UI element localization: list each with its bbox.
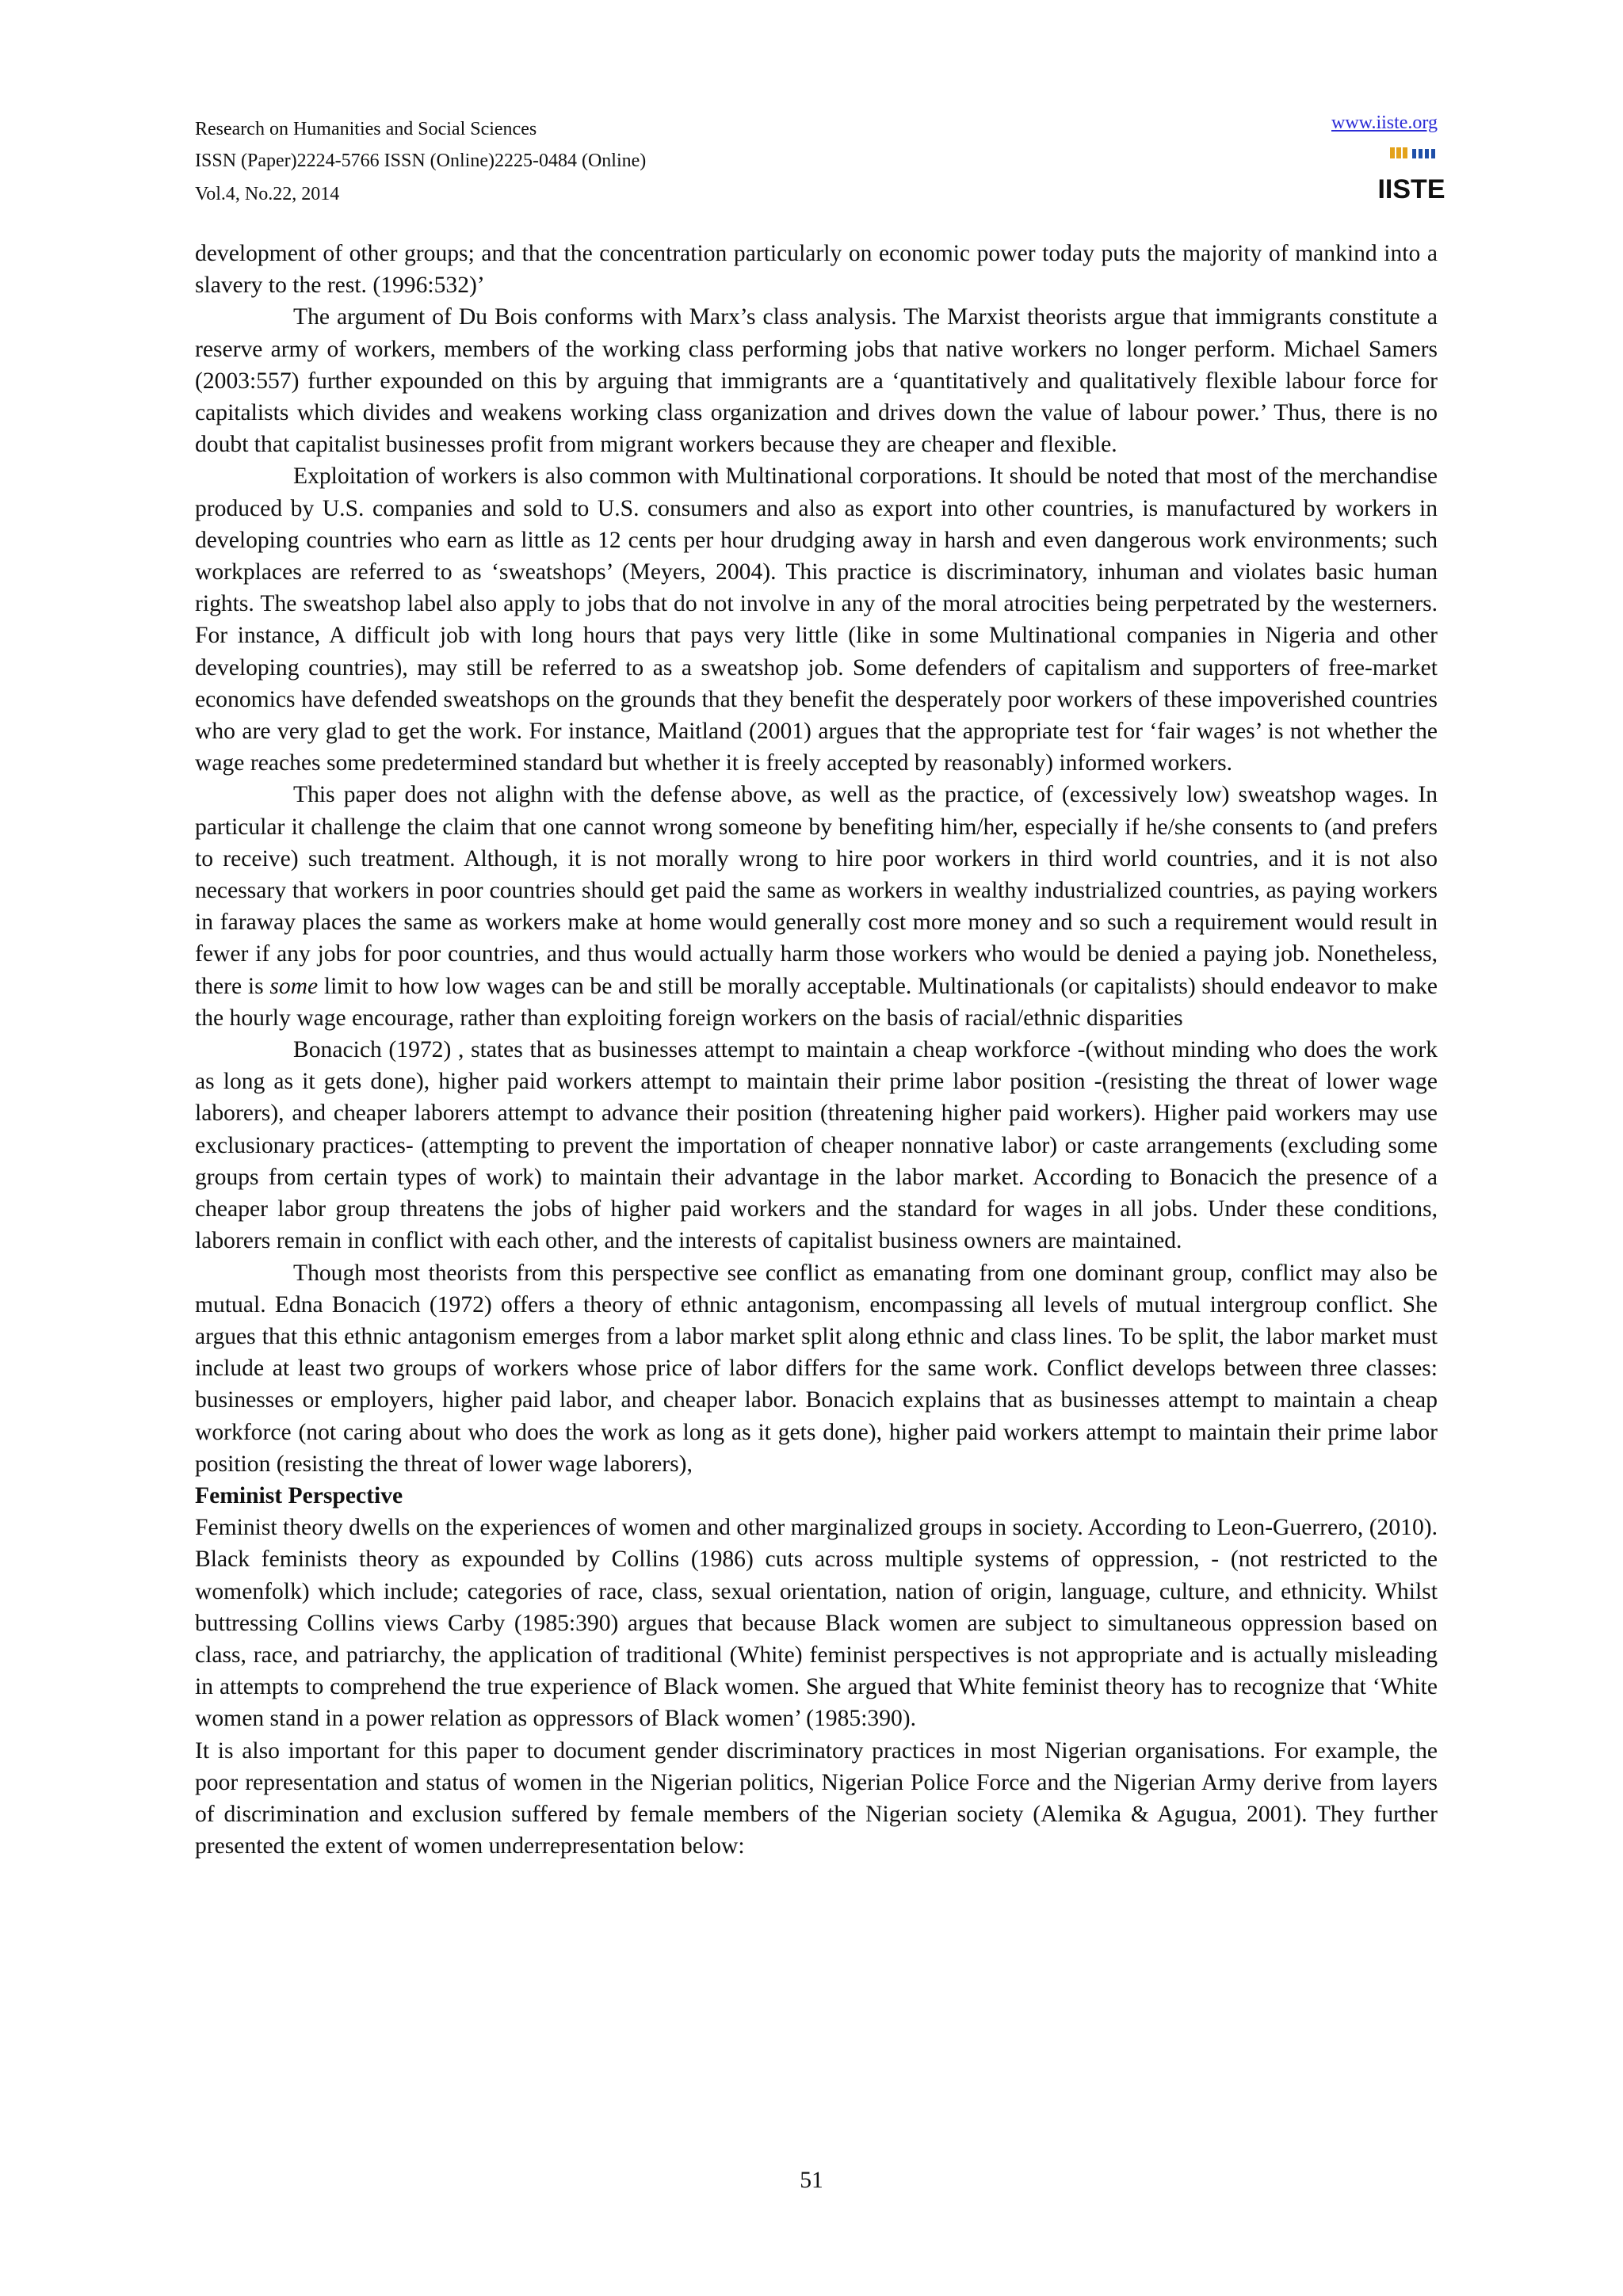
paragraph: Exploitation of workers is also common with Multinational corporations. It should be noted that most of the merchandise produced by U.S. companies and sold to U.S. consumers and also as export into other countries, is manufactured by workers in developing countries who earn as little as 12 cents per hour drudging away in harsh and even dangerous work environments; such workplaces are referred to as ‘sweatshops’ (Meyers, 2004). This practice is discriminatory, inhuman and violates basic human rights. The sweatshop label also apply to jobs that do not involve in any of the moral atrocities being perpetrated by the westerners. For instance, A difficult job with long hours that pays very little (like in some Multinational companies in Nigeria and other developing countries), may still be referred to as a sweatshop job. Some defenders of capitalism and supporters of free-market economics have defended sweatshops on the grounds that they benefit the desperately poor workers of these impoverished countries who are very glad to get the work. For instance, Maitland (2001) argues that the appropriate test for ‘fair wages’ is not whether the wage reaches some predetermined standard but whether it is freely accepted by reasonably) informed workers. — [195, 463, 1438, 776]
paragraph: development of other groups; and that the concentration particularly on economic power today puts the majority of mankind into a slavery to the rest. (1996:532)’ — [195, 241, 1438, 299]
paragraph-text: limit to how low wages can be and still be morally acceptable. Multinationals (or capitalists) should endeavor to make the hourly wage encourage, rather than exploiting foreign workers on the basis of racial/ethnic disparities — [195, 973, 1438, 1031]
paragraph: Bonacich (1972) , states that as businesses attempt to maintain a cheap workforce -(without minding who does the work as long as it gets done), higher paid workers attempt to maintain their prime labor position -(resisting the threat of lower wage laborers), and cheaper laborers attempt to advance their position (threatening higher paid workers). Higher paid workers may use exclusionary practices- (attempting to prevent the importation of cheaper nonnative labor) or caste arrangements (excluding some groups from certain types of work) to maintain their advantage in the labor market. According to Bonacich the presence of a cheaper labor group threatens the jobs of higher paid workers and the standard for wages in all jobs. Under these conditions, laborers remain in conflict with each other, and the interests of capitalist business owners are maintained. — [195, 1037, 1438, 1254]
paragraph: It is also important for this paper to document gender discriminatory practices in most Nigerian organisations. For example, the poor representation and status of women in the Nigerian politics, Nigerian Police Force and the Nigerian Army derive from layers of discrimination and exclusion suffered by female members of the Nigerian society (Alemika & Agugua, 2001). They further presented the extent of women underrepresentation below: — [195, 1737, 1438, 1859]
iiste-logo — [1377, 146, 1445, 204]
section-heading: Feminist Perspective — [195, 1482, 403, 1508]
paragraph-text: This paper does not alighn with the defense above, as well as the practice, of (excessively low) sweatshop wages. In particular it challenge the claim that one cannot wrong someone by benefiting him/her, especially if he/she consents to (and prefers to receive) such treatment. Although, it is not morally wrong to hire poor workers in third world countries, and it is not also necessary that workers in poor countries should get paid the same as workers in wealthy industrialized countries, as paying workers in faraway places the same as workers make at home would generally cost more money and so such a requirement would result in fewer if any jobs for poor countries, and thus would actually harm those workers who would be denied a paying job. Nonetheless, there is — [195, 782, 1438, 999]
journal-title: Research on Humanities and Social Sciences — [195, 119, 537, 139]
emphasis-text: some — [269, 973, 319, 999]
iiste-logo-text: IISTE — [1377, 174, 1445, 204]
paragraph: Though most theorists from this perspective see conflict as emanating from one dominant group, conflict may also be mutual. Edna Bonacich (1972) offers a theory of ethnic antagonism, encompassing all levels of mutual intergroup conflict. She argues that this ethnic antagonism emerges from a labor market split along ethnic and class lines. To be split, the labor market must include at least two groups of workers whose price of labor differs for the same work. Conflict develops between three classes: businesses or employers, higher paid labor, and cheaper labor. Bonacich explains that as businesses attempt to maintain a cheap workforce (not caring about who does the work as long as it gets done), higher paid workers attempt to maintain their prime labor position (resisting the threat of lower wage laborers), — [195, 1260, 1438, 1477]
article-body — [195, 238, 1438, 1862]
issn-line: ISSN (Paper)2224-5766 ISSN (Online)2225-0484 (Online) — [195, 151, 647, 171]
paragraph: Feminist theory dwells on the experiences of women and other marginalized groups in society. According to Leon-Guerrero, (2010). Black feminists theory as expounded by Collins (1986) cuts across multiple systems of oppression, - (not restricted to the womenfolk) which include; categories of race, class, sexual orientation, nation of origin, language, culture, and ethnicity. Whilst buttressing Collins views Carby (1985:390) argues that because Black women are subject to simultaneous oppression based on class, race, and patriarchy, the application of traditional (White) feminist perspectives is not appropriate and is actually misleading in attempts to comprehend the true experience of Black women. She argued that White feminist theory has to recognize that ‘White women stand in a power relation as oppressors of Black women’ (1985:390). — [195, 1515, 1438, 1732]
page-number: 51 — [800, 2168, 823, 2193]
volume-line: Vol.4, No.22, 2014 — [195, 184, 340, 204]
paragraph: The argument of Du Bois conforms with Marx’s class analysis. The Marxist theorists argue that immigrants constitute a reserve army of workers, members of the working class performing jobs that native workers no longer perform. Michael Samers (2003:557) further expounded on this by arguing that immigrants are a ‘quantitatively and qualitatively flexible labour force for capitalists which divides and weakens working class organization and drives down the value of labour power.’ Thus, there is no doubt that capitalist businesses profit from migrant workers because they are cheaper and flexible. — [195, 304, 1438, 458]
journal-website-link[interactable]: www.iiste.org — [1331, 113, 1438, 133]
paragraph — [195, 779, 1438, 1034]
